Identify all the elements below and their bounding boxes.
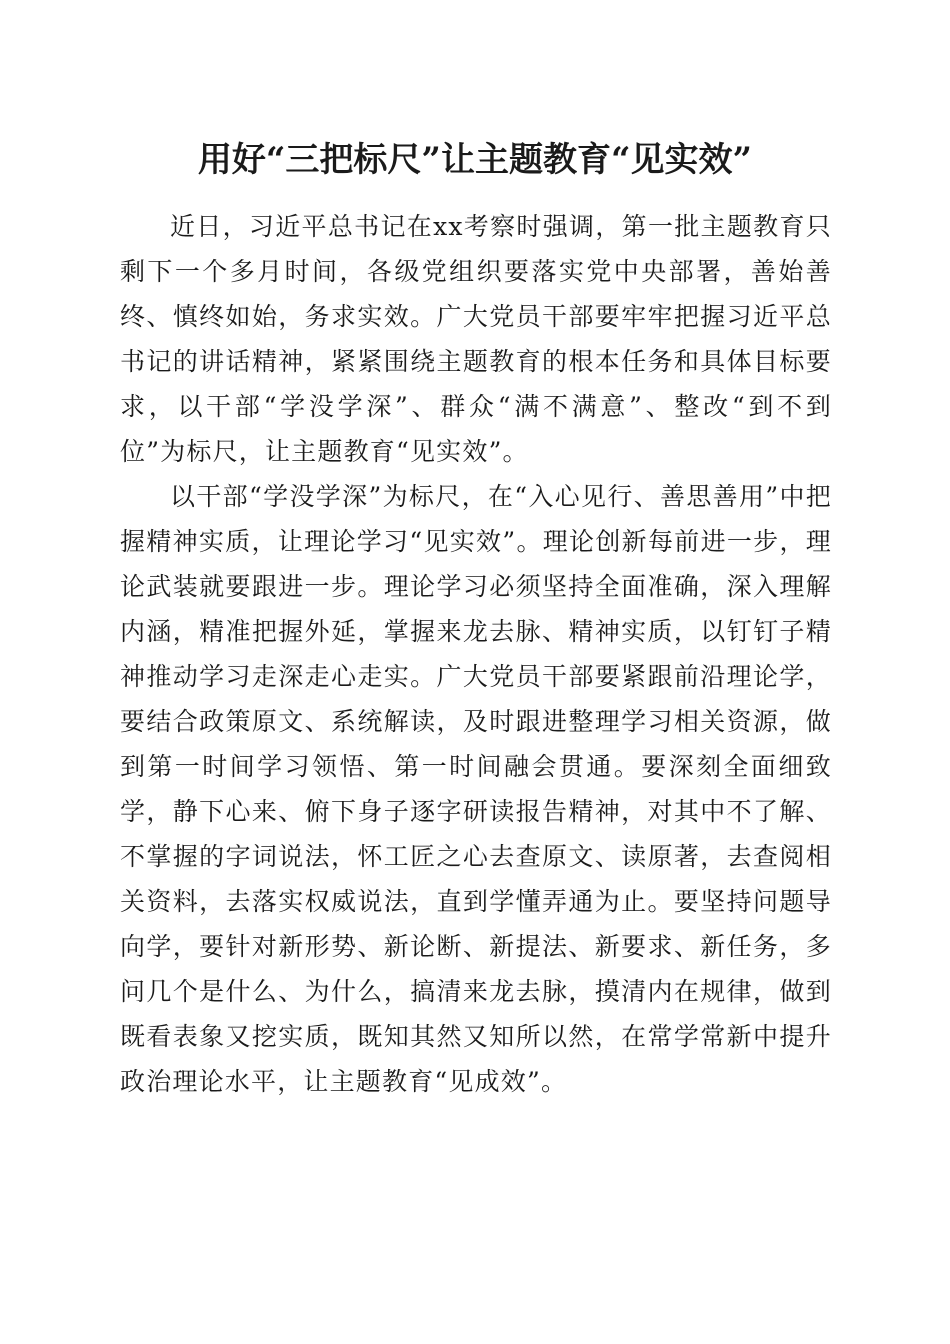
document-title: 用好“三把标尺”让主题教育“见实效” [197, 140, 753, 180]
document-body [120, 204, 832, 1104]
paragraph-2: 以干部“学没学深”为标尺，在“入心见行、善思善用”中把握精神实质，让理论学习“见实效”。理论创新每前进一步，理论武装就要跟进一步。理论学习必须坚持全面准确，深入理解内涵，精准把握外延，掌握来龙去脉、精神实质，以钉钉子精神推动学习走深走心走实。广大党员干部要紧跟前沿理论学，要结合政策原文、系统解读，及时跟进整理学习相关资源，做到第一时间学习领悟、第一时间融会贯通。要深刻全面细致学，静下心来、俯下身子逐字研读报告精神，对其中不了解、不掌握的字词说法，怀工匠之心去查原文、读原著，去查阅相关资料，去落实权威说法，直到学懂弄通为止。要坚持问题导向学，要针对新形势、新论断、新提法、新要求、新任务，多问几个是什么、为什么，搞清来龙去脉，摸清内在规律，做到既看表象又挖实质，既知其然又知所以然，在常学常新中提升政治理论水平，让主题教育“见成效”。 [120, 482, 832, 1096]
paragraph-1: 近日，习近平总书记在xx考察时强调，第一批主题教育只剩下一个多月时间，各级党组织要落实党中央部署，善始善终、慎终如始，务求实效。广大党员干部要牢牢把握习近平总书记的讲话精神，紧紧围绕主题教育的根本任务和具体目标要求，以干部“学没学深”、群众“满不满意”、整改“到不到位”为标尺，让主题教育“见实效”。 [120, 212, 832, 466]
